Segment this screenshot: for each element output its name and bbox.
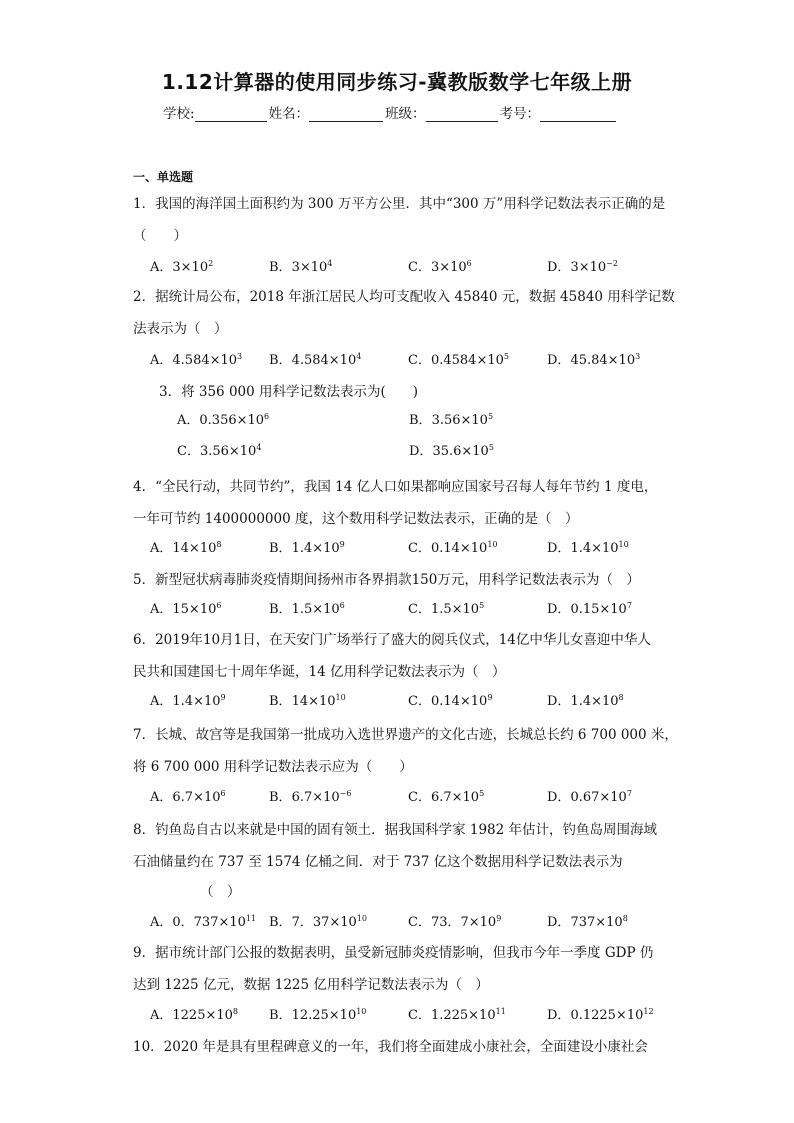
option-exponent: 9 — [220, 693, 226, 702]
option-exponent: 10 — [618, 540, 629, 549]
worksheet-title: 1.12计算器的使用同步练习-冀教版数学七年级上册 — [161, 70, 633, 94]
option-exponent: 5 — [479, 601, 485, 610]
option-letter: B． — [409, 413, 432, 428]
option-letter: B． — [269, 541, 292, 556]
option-letter: C． — [408, 1008, 431, 1023]
option-exponent: 3 — [237, 352, 243, 361]
question-4-text: 4．“全民行动，共同节约”，我国 14 亿人口如果都响应国家号召每人每年节约 1 度电， — [133, 479, 658, 495]
option-exponent: 12 — [643, 1007, 654, 1016]
option-value: 3×10 — [570, 260, 607, 275]
question-8-text: （ ） — [200, 884, 241, 900]
question-7-option-c[interactable] — [408, 786, 484, 805]
option-exponent: 6 — [339, 601, 345, 610]
student-info-row — [163, 102, 618, 122]
question-1-text: （ ） — [133, 228, 187, 244]
option-value: 14×10 — [172, 541, 217, 556]
option-value: 3×10 — [291, 260, 328, 275]
option-exponent: 6 — [220, 789, 226, 798]
option-exponent: 2 — [208, 259, 214, 268]
school-field[interactable] — [195, 106, 267, 122]
question-7-text: 7．长城、故宫等是我国第一批成功入选世界遗产的文化古迹，长城总长约 6 700 000 米， — [133, 727, 678, 743]
class-label: 班级： — [385, 106, 426, 122]
question-4-option-d[interactable] — [547, 537, 629, 556]
question-3-text: 3．将 356 000 用科学记数法表示为( ) — [159, 384, 419, 400]
option-exponent: 9 — [487, 693, 493, 702]
question-3-option-a[interactable] — [177, 409, 269, 428]
option-exponent: 9 — [339, 540, 345, 549]
option-letter: A． — [150, 602, 173, 617]
option-value: 73．7×10 — [430, 915, 497, 930]
question-5-text: 5．新型冠状病毒肺炎疫情期间扬州市各界捐款150万元，用科学记数法表示为（ ） — [133, 572, 640, 588]
question-2-option-d[interactable] — [547, 349, 640, 368]
question-3-option-b[interactable] — [409, 409, 493, 428]
option-letter: A． — [150, 541, 173, 556]
option-value: 0．737×10 — [172, 915, 246, 930]
option-exponent: 9 — [496, 914, 502, 923]
option-letter: C． — [408, 541, 431, 556]
option-exponent: 8 — [216, 540, 222, 549]
option-letter: A． — [177, 413, 200, 428]
option-letter: C． — [408, 790, 431, 805]
question-7-text: 将 6 700 000 用科学记数法表示应为（ ） — [133, 759, 413, 775]
option-exponent: 10 — [335, 693, 346, 702]
option-value: 4.584×10 — [172, 353, 238, 368]
option-value: 45.84×10 — [570, 353, 636, 368]
class-field[interactable] — [426, 106, 498, 122]
option-letter: C． — [408, 915, 431, 930]
name-label: 姓名： — [268, 106, 310, 122]
question-8-option-d[interactable] — [547, 911, 628, 930]
option-letter: D． — [547, 790, 571, 805]
option-letter: C． — [177, 444, 200, 459]
option-exponent: 6 — [466, 259, 472, 268]
question-2-text: 法表示为（ ） — [133, 321, 228, 337]
option-value: 1.4×10 — [291, 541, 340, 556]
option-letter: C． — [408, 353, 431, 368]
question-6-text: 6．2019年10月1日，在天安门广场举行了盛大的阅兵仪式，14亿中华儿女喜迎中华人 — [133, 632, 651, 648]
question-2-option-c[interactable] — [408, 349, 509, 368]
question-9-option-d[interactable] — [547, 1004, 654, 1023]
question-2-option-a[interactable] — [150, 349, 242, 368]
option-letter: D． — [547, 353, 571, 368]
option-value: 7．37×10 — [291, 915, 357, 930]
question-1-option-c[interactable] — [408, 256, 472, 275]
option-value: 1225×10 — [172, 1008, 233, 1023]
option-letter: B． — [269, 790, 292, 805]
option-letter: D． — [547, 260, 571, 275]
option-exponent: 10 — [356, 1007, 367, 1016]
option-letter: A． — [150, 790, 173, 805]
option-value: 3.56×10 — [199, 444, 257, 459]
option-value: 737×10 — [570, 915, 623, 930]
question-6-option-d[interactable] — [547, 690, 624, 709]
option-value: 3.56×10 — [431, 413, 488, 428]
option-exponent: 6 — [264, 412, 270, 421]
question-5-option-d[interactable] — [547, 598, 632, 617]
school-label: 学校: — [163, 106, 195, 122]
question-9-text: 达到 1225 亿元，数据 1225 亿用科学记数法表示为（ ） — [133, 977, 489, 993]
question-1-option-a[interactable] — [150, 256, 213, 275]
question-4-option-c[interactable] — [408, 537, 498, 556]
question-9-option-b[interactable] — [269, 1004, 366, 1023]
question-2-option-b[interactable] — [269, 349, 361, 368]
option-value: 35.6×10 — [432, 444, 489, 459]
option-letter: C． — [408, 260, 431, 275]
question-5-option-c[interactable] — [408, 598, 484, 617]
option-letter: A． — [150, 915, 173, 930]
option-exponent: 8 — [232, 1007, 239, 1016]
option-value: 1.5×10 — [430, 602, 480, 617]
option-value: 0.14×10 — [430, 541, 488, 556]
option-value: 0.356×10 — [199, 413, 265, 428]
option-exponent: 7 — [626, 789, 632, 798]
question-1-option-b[interactable] — [269, 256, 332, 275]
option-letter: B． — [269, 694, 292, 709]
option-exponent: 5 — [503, 352, 509, 361]
exam-number-field[interactable] — [540, 106, 616, 122]
option-value: 12.25×10 — [291, 1008, 357, 1023]
question-9-option-c[interactable] — [408, 1004, 506, 1023]
question-2-text: 2．据统计局公布，2018 年浙江居民人均可支配收入 45840 元，数据 45840 用科学记数 — [133, 289, 675, 305]
option-exponent: 4 — [356, 352, 362, 361]
question-3-option-c[interactable] — [177, 440, 261, 459]
option-letter: C． — [408, 694, 431, 709]
question-5-option-b[interactable] — [269, 598, 345, 617]
name-field[interactable] — [309, 106, 383, 122]
question-4-text: 一年可节约 1400000000 度，这个数用科学记数法表示，正确的是（ ） — [133, 511, 579, 527]
option-letter: B． — [269, 915, 292, 930]
question-6-text: 民共和国建国七十周年华诞，14 亿用科学记数法表示为（ ） — [133, 664, 506, 680]
option-letter: C． — [408, 602, 431, 617]
option-exponent: 6 — [216, 601, 222, 610]
question-4-option-b[interactable] — [269, 537, 345, 556]
option-exponent: −6 — [339, 789, 352, 798]
question-1-option-d[interactable] — [547, 256, 618, 275]
option-letter: B． — [269, 1008, 292, 1023]
option-letter: A． — [150, 353, 173, 368]
option-value: 1.4×10 — [570, 541, 619, 556]
option-exponent: 4 — [327, 259, 333, 268]
question-8-text: 8．钓鱼岛自古以来就是中国的固有领土．据我国科学家 1982 年估计，钓鱼岛周围海域 — [133, 822, 658, 838]
option-value: 0.4584×10 — [430, 353, 504, 368]
option-letter: A． — [150, 1008, 173, 1023]
question-8-text: 石油储量约在 737 至 1574 亿桶之间．对于 737 亿这个数据用科学记数法表示为 — [133, 854, 623, 870]
question-10-text: 10．2020 年是具有里程碑意义的一年，我们将全面建成小康社会，全面建设小康社会 — [133, 1039, 648, 1055]
question-5-option-a[interactable] — [150, 598, 221, 617]
option-letter: D． — [409, 444, 433, 459]
option-exponent: 11 — [245, 914, 257, 923]
option-exponent: 5 — [487, 412, 494, 421]
question-7-option-d[interactable] — [547, 786, 632, 805]
option-exponent: 11 — [495, 1007, 506, 1016]
question-7-option-a[interactable] — [150, 786, 226, 805]
option-letter: D． — [547, 1008, 571, 1023]
section-heading: 一、单选题 — [133, 170, 194, 184]
question-4-option-a[interactable] — [150, 537, 221, 556]
option-value: 1.5×10 — [291, 602, 340, 617]
option-value: 6.7×10 — [172, 790, 221, 805]
option-value: 3×10 — [172, 260, 209, 275]
option-exponent: 8 — [618, 693, 624, 702]
question-1-text: 1．我国的海洋国土面积约为 300 万平方公里．其中“300 万”用科学记数法表示正确的是 — [133, 196, 666, 212]
option-exponent: 8 — [622, 914, 628, 923]
question-6-option-a[interactable] — [150, 690, 226, 709]
option-value: 6.7×10 — [430, 790, 480, 805]
option-value: 1.4×10 — [570, 694, 619, 709]
question-8-option-c[interactable] — [408, 911, 501, 930]
option-exponent: −2 — [606, 259, 618, 268]
option-value: 1.225×10 — [430, 1008, 496, 1023]
question-8-option-a[interactable] — [150, 911, 256, 930]
question-9-option-a[interactable] — [150, 1004, 238, 1023]
option-exponent: 7 — [626, 601, 632, 610]
option-exponent: 3 — [635, 352, 641, 361]
question-3-option-d[interactable] — [409, 440, 494, 459]
option-letter: B． — [269, 260, 292, 275]
option-letter: A． — [150, 260, 173, 275]
option-letter: D． — [547, 694, 571, 709]
option-value: 0.14×10 — [430, 694, 488, 709]
option-letter: D． — [547, 915, 571, 930]
option-value: 1.4×10 — [172, 694, 221, 709]
option-letter: A． — [150, 694, 173, 709]
question-6-option-c[interactable] — [408, 690, 492, 709]
option-value: 0.1225×10 — [570, 1008, 644, 1023]
option-letter: B． — [269, 602, 292, 617]
question-7-option-b[interactable] — [269, 786, 351, 805]
option-letter: B． — [269, 353, 292, 368]
option-exponent: 5 — [479, 789, 485, 798]
question-8-option-b[interactable] — [269, 911, 367, 930]
option-value: 3×10 — [430, 260, 467, 275]
option-exponent: 5 — [488, 443, 494, 452]
option-value: 4.584×10 — [291, 353, 357, 368]
option-value: 0.15×10 — [570, 602, 627, 617]
option-exponent: 4 — [256, 443, 262, 452]
option-value: 15×10 — [172, 602, 217, 617]
question-6-option-b[interactable] — [269, 690, 346, 709]
option-exponent: 10 — [356, 914, 367, 923]
exam-number-label: 考号： — [499, 106, 541, 122]
option-letter: D． — [547, 602, 571, 617]
option-value: 6.7×10 — [291, 790, 340, 805]
question-9-text: 9．据市统计部门公报的数据表明，虽受新冠肺炎疫情影响，但我市今年一季度 GDP 仍 — [133, 945, 654, 961]
option-exponent: 10 — [487, 540, 498, 549]
option-letter: D． — [547, 541, 571, 556]
option-value: 14×10 — [291, 694, 336, 709]
option-value: 0.67×10 — [570, 790, 627, 805]
